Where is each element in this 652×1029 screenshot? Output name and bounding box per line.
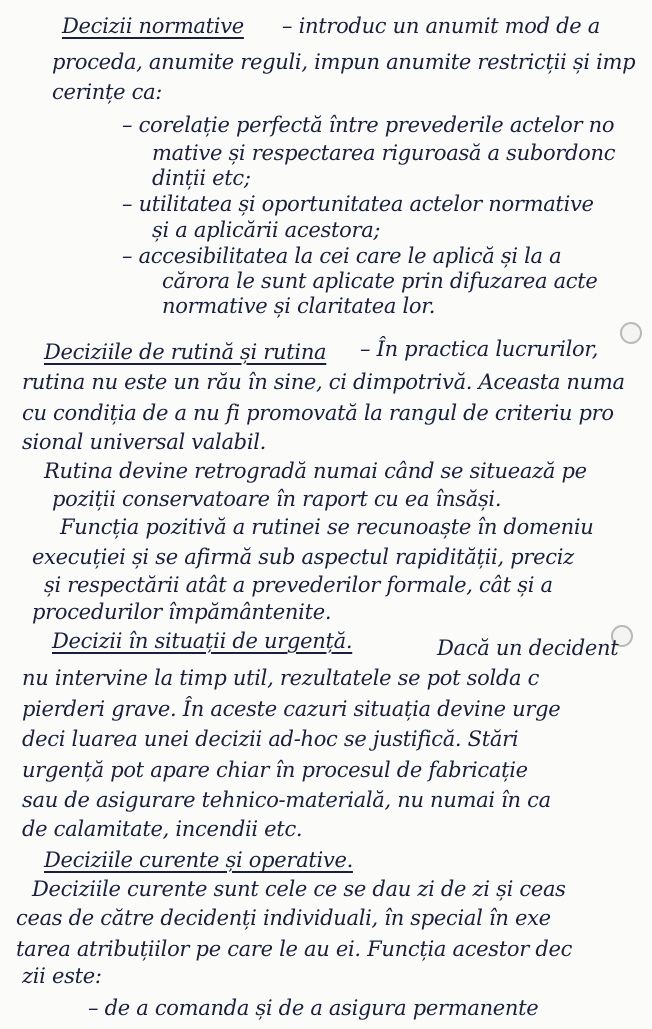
text-line: Deciziile curente sunt cele ce se dau zi de zi și ceas: [32, 877, 566, 901]
text-line: urgență pot apare chiar în procesul de fabricație: [22, 758, 528, 782]
text-line: Dacă un decident: [437, 636, 619, 660]
text-line: normative și claritatea lor.: [162, 294, 436, 318]
text-line: – În practica lucrurilor,: [360, 337, 599, 361]
section-heading: Deciziile de rutină și rutina: [44, 340, 327, 364]
text-line: deci luarea unei decizii ad-hoc se justifică. Stări: [22, 727, 519, 751]
text-line: cărora le sunt aplicate prin difuzarea acte: [162, 269, 598, 293]
text-line: – introduc un anumit mod de a: [282, 14, 601, 38]
text-line: tarea atribuțiilor pe care le au ei. Funcția acestor dec: [16, 937, 573, 961]
text-line: sional universal valabil.: [22, 430, 267, 454]
text-line: proceda, anumite reguli, impun anumite restricții și imp: [52, 50, 636, 74]
text-line: sau de asigurare tehnico-materială, nu numai în ca: [22, 788, 551, 812]
text-line: nu intervine la timp util, rezultatele se pot solda c: [22, 666, 540, 690]
text-line: dinții etc;: [152, 166, 251, 190]
list-item: – utilitatea și oportunitatea actelor normative: [122, 192, 594, 216]
section-heading: Decizii în situații de urgență.: [52, 629, 353, 653]
text-line: Rutina devine retrogradă numai când se situează pe: [44, 459, 587, 483]
text-line: mative și respectarea riguroasă a subordonc: [152, 141, 616, 165]
section-heading: Deciziile curente și operative.: [44, 848, 353, 872]
section-heading: Decizii normative: [62, 14, 244, 38]
text-line: poziții conservatoare în raport cu ea însăși.: [52, 487, 502, 511]
list-item: – accesibilitatea la cei care le aplică și la a: [122, 244, 562, 268]
text-line: ceas de către decidenți individuali, în special în exe: [16, 906, 551, 930]
punch-hole-icon: [620, 322, 642, 344]
text-line: rutina nu este un rău în sine, ci dimpotrivă. Aceasta numa: [22, 370, 625, 394]
text-line: și a aplicării acestora;: [152, 218, 381, 242]
text-line: și respectării atât a prevederilor formale, cât și a: [44, 573, 553, 597]
text-line: pierderi grave. În aceste cazuri situația devine urge: [22, 697, 561, 721]
text-line: de calamitate, incendii etc.: [22, 817, 303, 841]
text-line: Funcția pozitivă a rutinei se recunoaște în domeniu: [60, 515, 594, 539]
text-line: cerințe ca:: [52, 80, 163, 104]
text-line: zii este:: [22, 964, 102, 988]
text-line: execuției și se afirmă sub aspectul rapidității, preciz: [32, 545, 574, 569]
list-item: – de a comanda și de a asigura permanente: [88, 996, 539, 1020]
text-line: procedurilor împământenite.: [32, 600, 332, 624]
list-item: – corelație perfectă între prevederile actelor no: [122, 113, 615, 137]
text-line: cu condiția de a nu fi promovată la rangul de criteriu pro: [22, 401, 614, 425]
